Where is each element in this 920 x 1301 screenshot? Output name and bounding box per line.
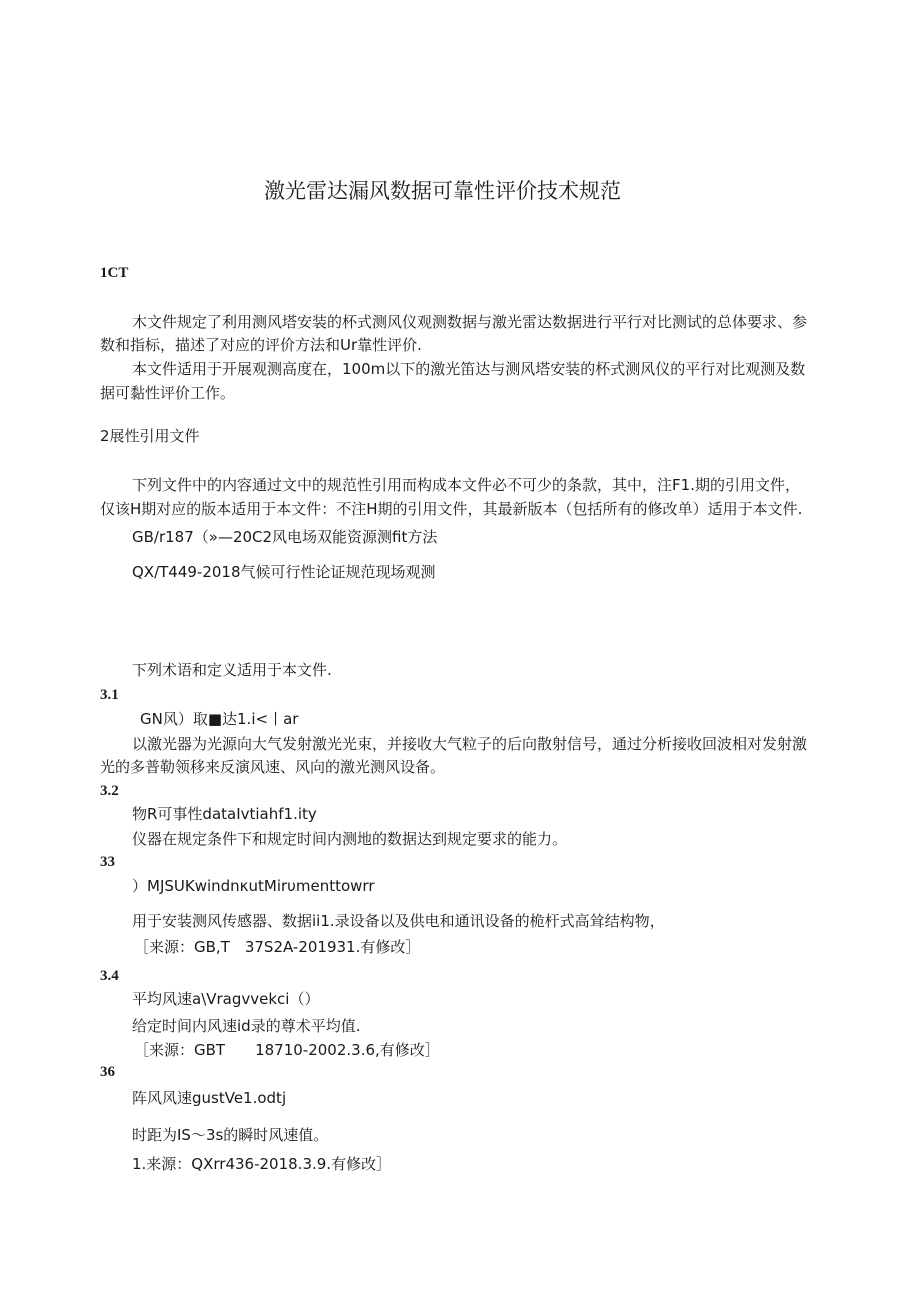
term-name: 平均风速a\Vragvvekci（）	[132, 990, 320, 1008]
term-definition: 以激光器为光源向大气发射激光光束，并接收大气粒子的后向散射信号，通过分析接收回波相对发射激	[132, 735, 808, 753]
term-number: 36	[100, 1064, 115, 1080]
paragraph-line: 木文件规定了利用测风塔安装的杯式测风仪观测数据与激光雷达数据进行平行对比测试的总体要求、参	[132, 313, 808, 331]
section-1-heading: 1CT	[100, 265, 129, 281]
paragraph-line: 下列文件中的内容通过文中的规范性引用而构成本文件必不可少的条款，其中，注F1.期的引用文件，	[132, 476, 800, 494]
paragraph-line: 据可黏性评价工作。	[100, 384, 236, 402]
term-name: 阵风风速gustVe1.odtj	[132, 1089, 287, 1107]
document-title: 激光雷达漏风数据可靠性评价技术规范	[264, 179, 621, 203]
paragraph-line: 本文件适用于开展观测高度在，100m以下的激光笛达与测风塔安装的杯式测风仪的平行对比观测及数	[132, 360, 806, 378]
paragraph-line: 仅该H期对应的版本适用于本文件：不注H期的引用文件，其最新版本（包括所有的修改单）适用于本文件.	[100, 500, 803, 518]
term-definition: 仪器在规定条件下和规定时间内测地的数据达到规定要求的能力。	[132, 830, 568, 848]
section-3-intro: 下列术语和定义适用于本文件.	[132, 661, 332, 679]
term-source: ［来源：GBT 18710-2002.3.6,有修改］	[134, 1041, 440, 1059]
term-name: ）MJSUKwindnκutMirυmenttowrr	[132, 877, 375, 895]
term-source: 1.来源：QXrr436-2018.3.9.有修改］	[132, 1155, 392, 1173]
term-source: ［来源：GB,T 37S2A-201931.有修改］	[134, 938, 421, 956]
section-2-heading: 2展性引用文件	[100, 427, 200, 445]
term-definition: 给定时间内风速id录的尊术平均值.	[132, 1017, 361, 1035]
term-definition: 时距为IS～3s的瞬时风速值。	[132, 1126, 329, 1144]
term-number: 3.4	[100, 968, 119, 984]
term-number: 33	[100, 854, 115, 870]
term-number: 3.1	[100, 687, 119, 703]
term-definition: 用于安装测风传感器、数据ii1.录设备以及供电和通讯设备的桅杆式高耸结构物，	[132, 912, 665, 930]
term-number: 3.2	[100, 783, 119, 799]
paragraph-line: 数和指标，描述了对应的评价方法和Ur靠性评价.	[100, 336, 422, 354]
term-name: GN风）取■达1.i<丨ar	[140, 710, 299, 728]
reference-item: QX/T449-2018气候可行性论证规范现场观测	[132, 563, 436, 581]
term-definition: 光的多普勒领移来反演风速、风向的激光测风设备。	[100, 758, 446, 776]
reference-item: GB/r187（»—20C2风电场双能资源测fit方法	[132, 528, 438, 546]
term-name: 物R可事性dataIvtiahf1.ity	[132, 805, 317, 823]
